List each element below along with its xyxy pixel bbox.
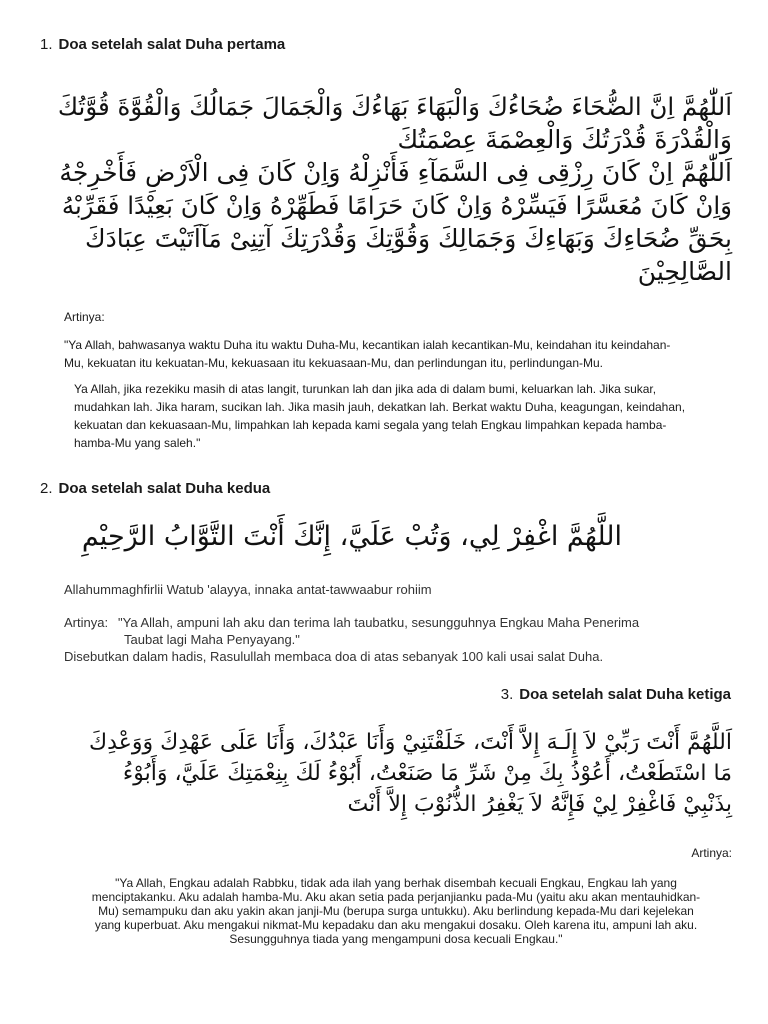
translation-line: menciptakanku. Aku adalah hamba-Mu. Aku akan setia pada perjanjianku pada-Mu (yaitu aku akan mentauhidkan- <box>91 890 701 904</box>
section1-arabic-line: وَالْقُدْرَةَ قُدْرَتُكَ وَالْعِصْمَةَ عِصْمَتُكَ <box>397 125 732 154</box>
section1-arabic-line: اَللّٰهُمَّ اِنَّ الضُّحَاءَ ضُحَاءُكَ وَالْبَهَاءَ بَهَاءُكَ وَالْجَمَالَ جَمَالُكَ وَالْقُوَّةَ قُوَّتُكَ <box>57 92 732 121</box>
translation-line: "Ya Allah, bahwasanya waktu Duha itu waktu Duha-Mu, kecantikan ialah kecantikan-Mu, keindahan itu keindahan- <box>64 338 671 352</box>
translation-line: Mu) semampuku dan aku yakin akan janji-Mu (berupa surga untukku). Aku berlindung kepada-Mu dari kejelekan <box>98 904 694 918</box>
section2-number: 2. <box>40 480 53 497</box>
section2-title: Doa setelah salat Duha kedua <box>58 480 271 497</box>
section2-latin: Allahummaghfirlii Watub 'alayya, innaka antat-tawwaabur rohiim <box>64 582 432 597</box>
section1-translation-paragraph2 <box>74 380 744 452</box>
section1-heading <box>40 36 285 53</box>
section3-arabic-line: مَا اسْتَطَعْتُ، أَعُوْذُ بِكَ مِنْ شَرِّ مَا صَنَعْتُ، أَبُوْءُ لَكَ بِنِعْمَتِكَ عَلَيَّ، وَأَبُوْءُ <box>122 761 732 786</box>
section3-arabic-block <box>52 727 732 820</box>
section3-translation <box>26 876 766 946</box>
section1-artinya-label: Artinya: <box>64 310 105 324</box>
section1-arabic-block <box>52 90 732 288</box>
translation-line: Ya Allah, jika rezekiku masih di atas langit, turunkan lah dan jika ada di dalam bumi, keluarkan lah. Jika sukar, <box>74 382 657 396</box>
translation-line: Sesungguhnya tiada yang mengampuni dosa kecuali Engkau." <box>229 932 563 946</box>
section3-heading <box>501 686 731 703</box>
section1-arabic-line: اَللّٰهُمَّ اِنْ كَانَ رِزْقِى فِى السَّمَآءِ فَأَنْزِلْهُ وَاِنْ كَانَ فِى الْاَرْضِ فَأَخْرِجْهُ <box>59 158 732 187</box>
section1-number: 1. <box>40 36 53 53</box>
section3-arabic-line: بِذَنْبِيْ فَاغْفِرْ لِيْ فَإِنَّهُ لاَ يَغْفِرُ الذُّنُوْبَ إِلاَّ أَنْتَ <box>347 792 732 817</box>
section1-arabic-line: بِحَقِّ ضُحَاءِكَ وَبَهَاءِكَ وَجَمَالِكَ وَقُوَّتِكَ وَقُدْرَتِكَ آتِنِىْ مَآاَتَيْتَ عِبَادَكَ <box>85 224 732 253</box>
section1-translation-paragraph1 <box>64 336 744 372</box>
section1-arabic-line: الصَّالِحِيْنَ <box>637 257 732 286</box>
section3-artinya-label: Artinya: <box>691 846 732 860</box>
section3-number: 3. <box>500 686 514 703</box>
section2-note: Disebutkan dalam hadis, Rasulullah membaca doa di atas sebanyak 100 kali usai salat Duha. <box>64 649 604 664</box>
translation-line: Mu, kekuatan itu kekuatan-Mu, kekuasaan itu kekuasaan-Mu, dan perlindungan itu, perlindungan-Mu. <box>64 356 603 370</box>
translation-line: hamba-Mu yang saleh." <box>74 436 201 450</box>
translation-line: yang kuperbuat. Aku mengakui nikmat-Mu kepadaku dan aku mengakui dosaku. Oleh karena itu, ampuni lah aku. <box>94 918 698 932</box>
section2-translation-line1: "Ya Allah, ampuni lah aku dan terima lah taubatku, sesungguhnya Engkau Maha Penerima <box>118 615 640 630</box>
translation-line: "Ya Allah, Engkau adalah Rabbku, tidak ada ilah yang berhak disembah kecuali Engkau, Engkau lah yang <box>115 876 677 890</box>
section2-heading <box>40 480 270 497</box>
section1-title: Doa setelah salat Duha pertama <box>58 36 286 53</box>
section3-arabic-line: اَللَّهُمَّ أَنْتَ رَبِّيْ لاَ إِلَـهَ إِلاَّ أَنْتَ، خَلَقْتَنِيْ وَأَنَا عَبْدُكَ، وَأَنَا عَلَى عَهْدِكَ وَوَعْدِكَ <box>89 730 732 755</box>
translation-line: kekuatan dan kekuasaan-Mu, limpahkan lah kepada kami segala yang telah Engkau limpahkan kepada hamba- <box>74 418 667 432</box>
section2-artinya-label: Artinya: <box>64 615 109 630</box>
section1-arabic-line: وَاِنْ كَانَ مُعَسَّرًا فَيَسِّرْهُ وَاِنْ كَانَ حَرَامًا فَطَهِّرْهُ وَاِنْ كَانَ بَعِيْدًا فَقَرِّبْهُ <box>61 191 732 220</box>
section2-arabic: اللَّهُمَّ اغْفِرْ لِي، وَتُبْ عَلَيَّ، إِنَّكَ أَنْتَ التَّوَّابُ الرَّحِيْمِ <box>81 521 622 552</box>
section3-title: Doa setelah salat Duha ketiga <box>519 686 731 703</box>
translation-line: mudahkan lah. Jika haram, sucikan lah. Jika masih jauh, dekatkan lah. Berkat waktu Duha, keagungan, keindahan, <box>74 400 686 414</box>
section2-translation-line2: Taubat lagi Maha Penyayang." <box>124 632 300 647</box>
